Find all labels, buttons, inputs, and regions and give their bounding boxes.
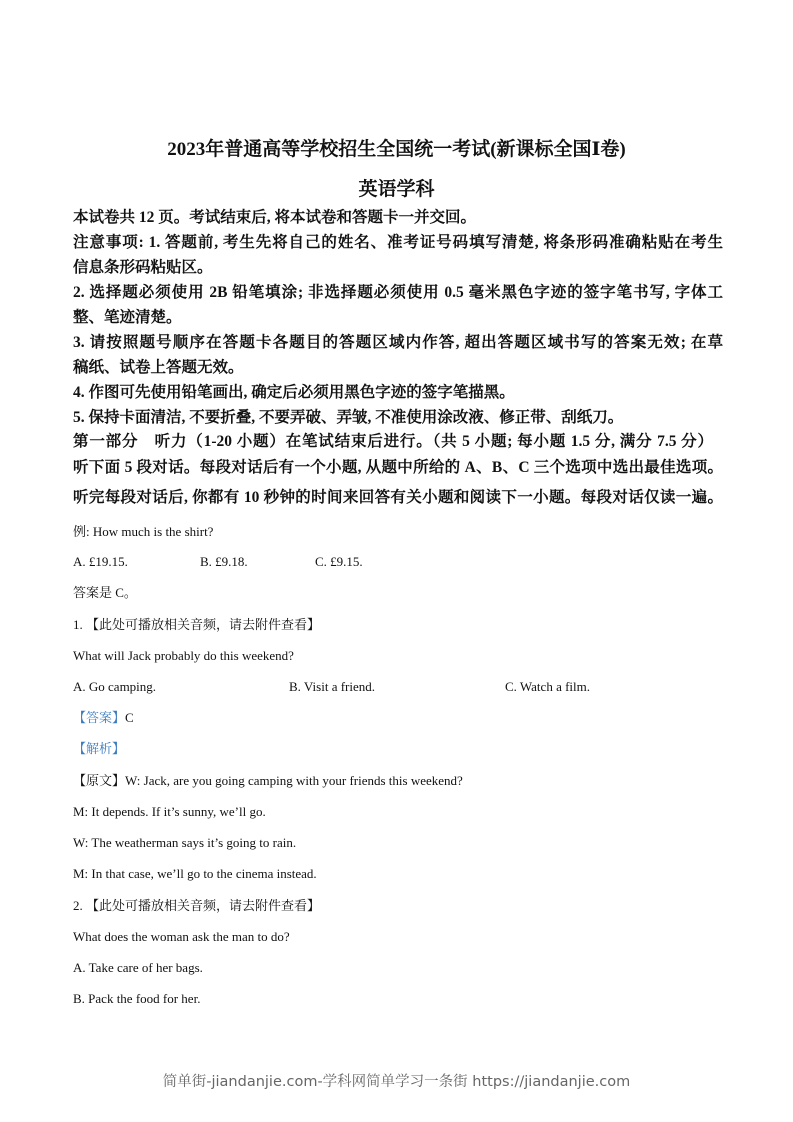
example-answer: 答案是 C。 — [73, 585, 137, 600]
option-a: A. Go camping. — [73, 679, 157, 694]
footer-watermark: 简单街-jiandanjie.com-学科网简单学习一条街 https://jiandanjie.com — [162, 1074, 631, 1090]
transcript-line — [73, 772, 463, 790]
option-c: C. Watch a film. — [505, 679, 591, 694]
instruction-line: 整、笔迹清楚。 — [73, 309, 182, 326]
transcript-text: W: Jack, are you going camping with your friends this weekend? — [125, 773, 463, 788]
instruction-line: 2. 选择题必须使用 2B 铅笔填涂; 非选择题必须使用 0.5 毫米黑色字迹的签字笔书写, 字体工 — [73, 284, 723, 301]
example-option: C. £9.15. — [315, 554, 363, 569]
transcript-line: M: In that case, we’ll go to the cinema instead. — [73, 866, 317, 881]
section-header: 第一部分 听力（1-20 小题）在笔试结束后进行。（共 5 小题; 每小题 1.5 分, 满分 7.5 分） — [73, 433, 713, 450]
instruction-line: 本试卷共 12 页。考试结束后, 将本试卷和答题卡一并交回。 — [73, 209, 477, 226]
transcript-line: W: The weatherman says it’s going to rain. — [73, 835, 297, 850]
instruction-line: 听完每段对话后, 你都有 10 秒钟的时间来回答有关小题和阅读下一小题。每段对话仅读一遍。 — [73, 489, 723, 506]
option-a: A. Take care of her bags. — [73, 960, 203, 975]
instruction-line: 信息条形码粘贴区。 — [73, 259, 213, 276]
instruction-line: 4. 作图可先使用铅笔画出, 确定后必须用黑色字迹的签字笔描黑。 — [73, 384, 515, 401]
question-text: What will Jack probably do this weekend? — [73, 648, 294, 663]
audio-placeholder: 2. 【此处可播放相关音频，请去附件查看】 — [73, 898, 321, 913]
answer-value: C — [125, 710, 134, 725]
transcript-label: 【原文】 — [73, 773, 126, 788]
audio-placeholder: 1. 【此处可播放相关音频，请去附件查看】 — [73, 617, 321, 632]
instruction-line: 5. 保持卡面清洁, 不要折叠, 不要弄破、弄皱, 不准使用涂改液、修正带、刮纸刀。 — [73, 409, 624, 426]
exam-title: 2023年普通高等学校招生全国统一考试(新课标全国Ⅰ卷) — [167, 139, 626, 160]
answer-line — [73, 709, 134, 727]
option-b: B. Pack the food for her. — [73, 991, 201, 1006]
instruction-line: 听下面 5 段对话。每段对话后有一个小题, 从题中所给的 A、B、C 三个选项中选出最佳选项。 — [73, 459, 723, 476]
subject-title: 英语学科 — [358, 179, 435, 200]
example-question: 例: How much is the shirt? — [73, 524, 214, 539]
example-option: A. £19.15. — [73, 554, 128, 569]
option-b: B. Visit a friend. — [289, 679, 375, 694]
question-text: What does the woman ask the man to do? — [73, 929, 290, 944]
instruction-line: 3. 请按照题号顺序在答题卡各题目的答题区域内作答, 超出答题区域书写的答案无效; 在草 — [73, 334, 723, 351]
instruction-line: 注意事项: 1. 答题前, 考生先将自己的姓名、准考证号码填写清楚, 将条形码准确粘贴在考生 — [73, 234, 723, 251]
answer-label: 【答案】 — [73, 710, 126, 725]
example-option: B. £9.18. — [200, 554, 248, 569]
analysis-label: 【解析】 — [73, 741, 126, 756]
instruction-line: 稿纸、试卷上答题无效。 — [73, 359, 244, 376]
transcript-line: M: It depends. If it’s sunny, we’ll go. — [73, 804, 266, 819]
